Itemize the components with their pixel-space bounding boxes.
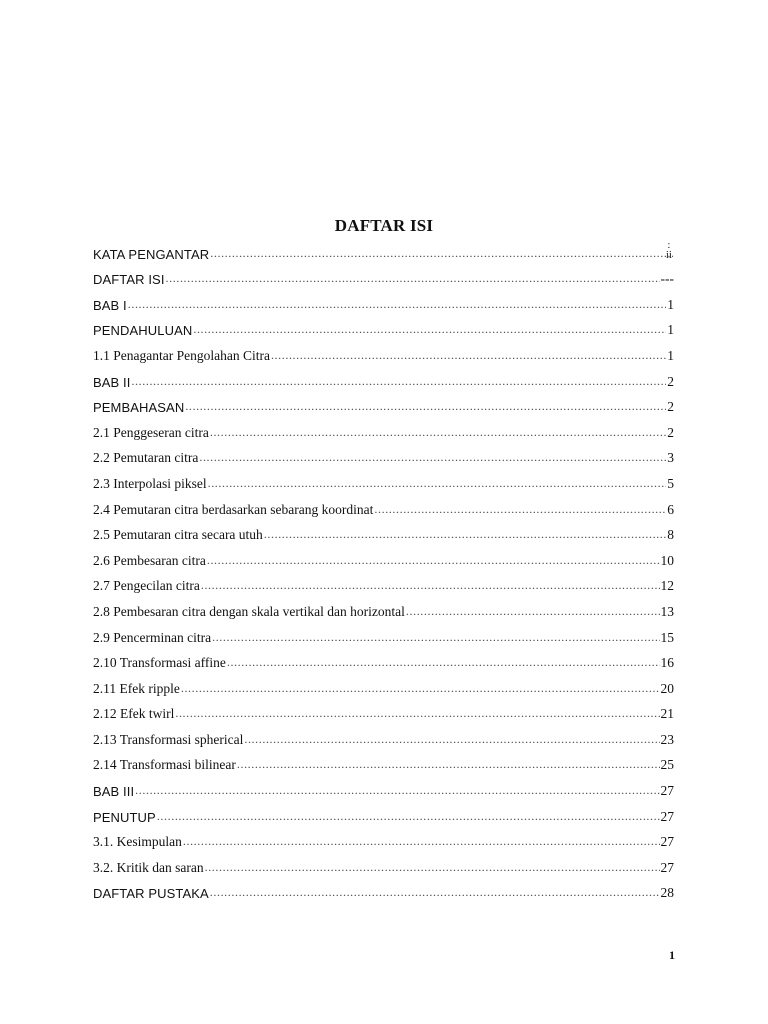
toc-entry [93, 262, 674, 288]
toc-entry [93, 390, 674, 416]
toc-entry-page: 23 [660, 731, 674, 747]
toc-entry-label: BAB I [93, 297, 127, 313]
toc-entry-page: 10 [660, 552, 674, 568]
toc-entry-page: 2 [667, 373, 674, 389]
toc-entry [93, 697, 674, 723]
toc-entry-label: DAFTAR PUSTAKA [93, 886, 209, 902]
toc-entry-label: 2.3 Interpolasi piksel [93, 475, 207, 491]
toc-entry-page: 13 [660, 603, 674, 619]
toc-leader-dots [207, 554, 660, 566]
toc-entry-label: 2.13 Transformasi spherical [93, 731, 244, 747]
toc-entry-label: BAB III [93, 784, 135, 800]
toc-leader-dots [244, 733, 659, 745]
toc-entry-label: PENUTUP [93, 809, 156, 825]
toc-entry-label: KATA PENGANTAR [93, 246, 210, 262]
toc-leader-dots [210, 247, 673, 259]
toc-leader-dots [183, 835, 660, 847]
toc-entry [93, 799, 674, 825]
toc-entry-page: 16 [660, 655, 674, 671]
toc-entry-page: 15 [660, 629, 674, 645]
toc-entry-page: 27 [660, 783, 674, 799]
toc-entry-page: 27 [660, 859, 674, 875]
toc-entry [93, 594, 674, 620]
toc-leader-dots [374, 503, 666, 515]
toc-leader-dots [128, 298, 667, 310]
toc-entry-page: 5 [667, 475, 674, 491]
toc-entry-label: DAFTAR ISI [93, 272, 165, 288]
toc-entry-label: 2.8 Pembesaran citra dengan skala vertikal dan horizontal [93, 603, 405, 619]
toc-entry-page: 1 [667, 322, 674, 338]
toc-leader-dots [131, 375, 666, 387]
table-of-contents [93, 236, 674, 901]
toc-entry-label: 2.9 Pencerminan citra [93, 629, 212, 645]
toc-entry-label: 3.1. Kesimpulan [93, 834, 182, 850]
toc-leader-dots [237, 758, 660, 770]
toc-entry-label: 3.2. Kritik dan saran [93, 859, 204, 875]
toc-leader-dots [205, 861, 660, 873]
toc-entry [93, 492, 674, 518]
toc-entry [93, 364, 674, 390]
toc-entry-page: 27 [660, 834, 674, 850]
toc-leader-dots [210, 426, 666, 438]
toc-entry-page: 1 [667, 347, 674, 363]
toc-entry-page: 6 [667, 501, 674, 517]
toc-entry-stacked-page-line: ii [665, 249, 672, 261]
toc-leader-dots [271, 349, 666, 361]
toc-entry [93, 569, 674, 595]
toc-entry-label: 2.12 Efek twirl [93, 706, 175, 722]
toc-leader-dots [264, 528, 666, 540]
toc-leader-dots [199, 451, 666, 463]
toc-entry [93, 671, 674, 697]
toc-entry [93, 543, 674, 569]
toc-entry-label: PENDAHULUAN [93, 323, 193, 339]
toc-entry-page: 1 [667, 296, 674, 312]
toc-entry-page: 27 [660, 808, 674, 824]
toc-entry [93, 876, 674, 902]
toc-entry [93, 722, 674, 748]
toc-entry-page: --- [660, 271, 674, 287]
toc-entry [93, 338, 674, 364]
toc-entry-label: 2.4 Pemutaran citra berdasarkan sebarang koordinat [93, 501, 374, 517]
toc-leader-dots [157, 810, 660, 822]
toc-entry-label: BAB II [93, 374, 131, 390]
toc-entry-label: 2.7 Pengecilan citra [93, 578, 200, 594]
toc-entry [93, 313, 674, 339]
toc-entry-label: 2.10 Transformasi affine [93, 655, 226, 671]
toc-entry-label: 2.14 Transformasi bilinear [93, 757, 236, 773]
toc-entry-label: 1.1 Penagantar Pengolahan Citra [93, 347, 270, 363]
toc-leader-dots [193, 323, 666, 335]
toc-entry-page: 8 [667, 527, 674, 543]
toc-entry-page: 25 [660, 757, 674, 773]
toc-entry [93, 825, 674, 851]
toc-entry-stacked-page [666, 240, 672, 260]
toc-entry-stacked-page-line: : [667, 239, 671, 251]
toc-entry [93, 620, 674, 646]
toc-entry [93, 646, 674, 672]
toc-entry-label: PEMBAHASAN [93, 400, 185, 416]
toc-entry-label: 2.1 Penggeseran citra [93, 424, 209, 440]
toc-entry-label: 2.5 Pemutaran citra secara utuh [93, 527, 263, 543]
toc-entry [93, 236, 674, 262]
toc-entry-page: 3 [667, 450, 674, 466]
toc-entry-label: 2.11 Efek ripple [93, 680, 180, 696]
toc-leader-dots [166, 272, 660, 284]
toc-entry [93, 748, 674, 774]
toc-entry-page: 21 [660, 706, 674, 722]
toc-entry-page: 2 [667, 399, 674, 415]
toc-leader-dots [135, 784, 659, 796]
toc-leader-dots [208, 477, 667, 489]
toc-entry-label: 2.6 Pembesaran citra [93, 552, 206, 568]
toc-entry-page: 2 [667, 424, 674, 440]
toc-entry-page: 28 [660, 885, 674, 901]
toc-entry [93, 415, 674, 441]
toc-leader-dots [227, 656, 660, 668]
toc-entry [93, 287, 674, 313]
toc-entry [93, 441, 674, 467]
page-number: 1 [669, 948, 675, 962]
toc-entry-page: 20 [660, 680, 674, 696]
toc-leader-dots [210, 886, 660, 898]
toc-entry-page: 12 [660, 578, 674, 594]
toc-leader-dots [185, 400, 666, 412]
toc-title: DAFTAR ISI [334, 216, 434, 235]
toc-leader-dots [175, 707, 659, 719]
toc-leader-dots [181, 682, 660, 694]
toc-entry [93, 773, 674, 799]
toc-leader-dots [406, 605, 660, 617]
toc-entry [93, 466, 674, 492]
toc-leader-dots [201, 579, 660, 591]
toc-leader-dots [212, 631, 659, 643]
toc-entry-label: 2.2 Pemutaran citra [93, 450, 199, 466]
toc-entry [93, 850, 674, 876]
toc-entry [93, 518, 674, 544]
